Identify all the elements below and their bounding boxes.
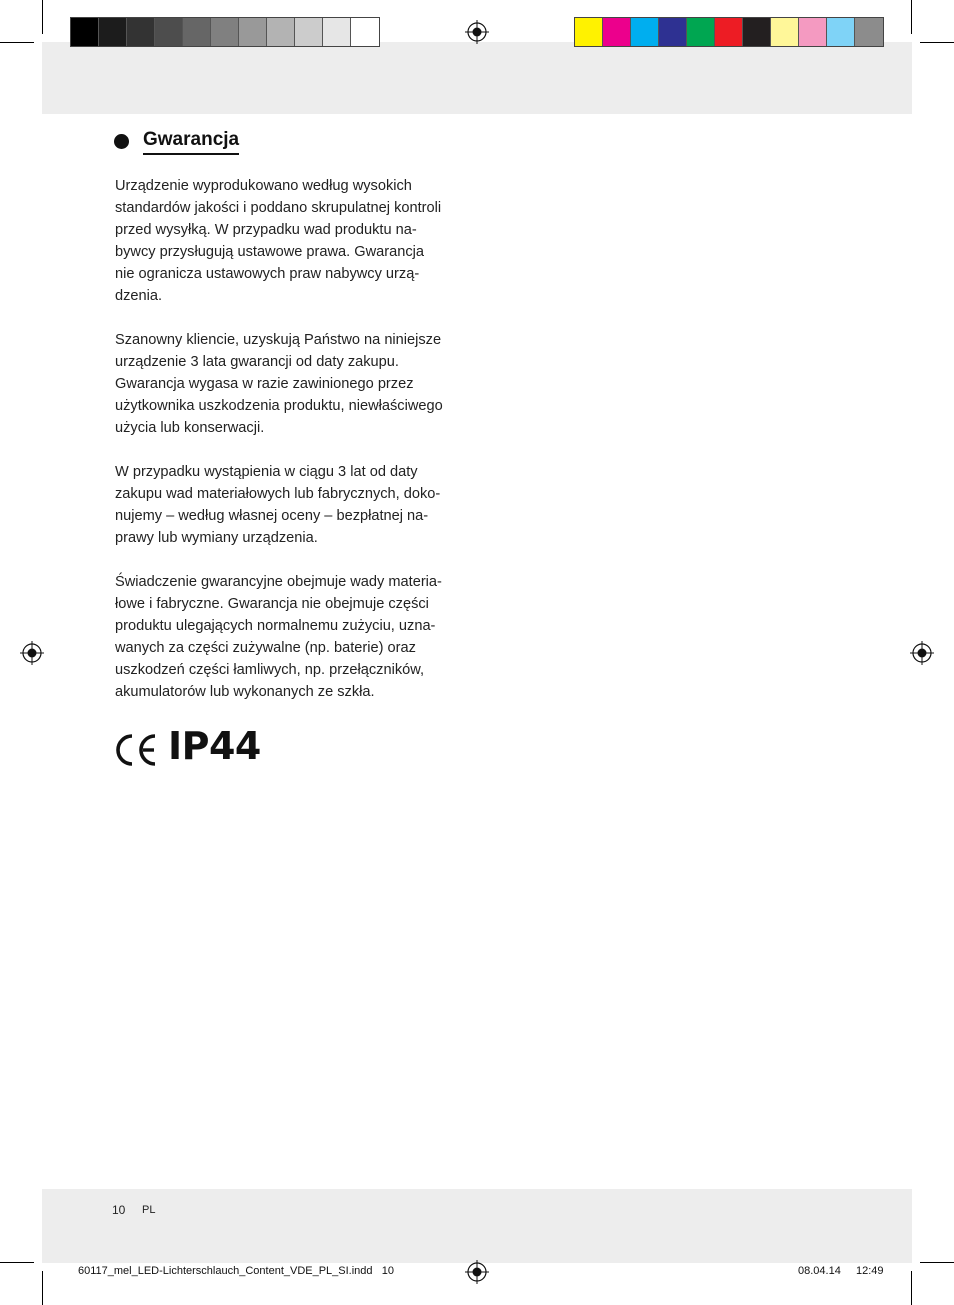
text-line: Świadczenie gwarancyjne obejmuje wady materia- [115, 574, 442, 590]
text-line: produktu ulegających normalnemu zużyciu, uzna- [115, 618, 436, 634]
process-color-swatch [715, 18, 743, 46]
crop-mark-top-left-v [42, 0, 43, 34]
gray-swatch [267, 18, 295, 46]
slug-time: 12:49 [856, 1265, 884, 1277]
slug-date: 08.04.14 [798, 1265, 841, 1277]
paragraph [115, 461, 467, 549]
process-color-swatch [855, 18, 883, 46]
gray-swatch [127, 18, 155, 46]
crop-mark-top-right-v [911, 0, 912, 34]
text-line: nujemy – według własnej oceny – bezpłatnej na- [115, 508, 429, 524]
page-number: 10 [112, 1203, 126, 1217]
text-line: prawy lub wymiany urządzenia. [115, 530, 318, 546]
gray-swatch [99, 18, 127, 46]
process-color-swatch [603, 18, 631, 46]
crop-mark-bottom-left-h [0, 1262, 34, 1263]
registration-mark-top [465, 20, 489, 44]
section-heading [114, 128, 239, 155]
text-line: dzenia. [115, 288, 163, 304]
gray-swatch [71, 18, 99, 46]
process-color-swatch [743, 18, 771, 46]
crop-mark-bottom-left-v [42, 1271, 43, 1305]
registration-mark-left [20, 641, 44, 665]
slug-filename: 60117_mel_LED-Lichterschlauch_Content_VDE_PL_SI.indd 10 [78, 1265, 394, 1277]
text-line: uszkodzeń części łamliwych, np. przełączników, [115, 662, 425, 678]
text-line: urządzenie 3 lata gwarancji od daty zakupu. [115, 354, 399, 370]
gray-swatch [295, 18, 323, 46]
text-line: Gwarancja wygasa w razie zawinionego przez [115, 376, 414, 392]
text-line: Urządzenie wyprodukowano według wysokich [115, 178, 412, 194]
header-band [42, 42, 912, 114]
text-line: zakupu wad materiałowych lub fabrycznych, doko- [115, 486, 441, 502]
text-line: nie ogranicza ustawowych praw nabywcy urzą- [115, 266, 420, 282]
paragraph [115, 175, 467, 307]
process-color-swatch [799, 18, 827, 46]
gray-swatch [183, 18, 211, 46]
text-line: bywcy przysługują ustawowe prawa. Gwarancja [115, 244, 425, 260]
text-line: użycia lub konserwacji. [115, 420, 265, 436]
text-line: przed wysyłką. W przypadku wad produktu na- [115, 222, 417, 238]
process-color-swatch [659, 18, 687, 46]
process-color-swatch [827, 18, 855, 46]
process-color-swatch [771, 18, 799, 46]
text-line: akumulatorów lub wykonanych ze szkła. [115, 684, 375, 700]
text-line: Szanowny kliencie, uzyskują Państwo na niniejsze [115, 332, 442, 348]
crop-mark-top-left-h [0, 42, 34, 43]
text-line: wanych za części zużywalne (np. baterie) oraz [115, 640, 416, 656]
registration-mark-right [910, 641, 934, 665]
gray-swatch [211, 18, 239, 46]
crop-mark-bottom-right-v [911, 1271, 912, 1305]
text-line: W przypadku wystąpienia w ciągu 3 lat od daty [115, 464, 418, 480]
process-color-swatch [687, 18, 715, 46]
ip-rating: IP44 [168, 724, 261, 768]
registration-mark-bottom [465, 1260, 489, 1284]
ce-mark-icon [113, 732, 159, 768]
crop-mark-bottom-right-h [920, 1262, 954, 1263]
warranty-text [115, 175, 467, 725]
process-color-bar [574, 17, 884, 47]
bullet-icon [114, 134, 129, 149]
page-language: PL [142, 1204, 156, 1216]
text-line: użytkownika uszkodzenia produktu, niewłaściwego [115, 398, 443, 414]
footer-band [42, 1189, 912, 1263]
gray-swatch [239, 18, 267, 46]
process-color-swatch [631, 18, 659, 46]
gray-swatch [351, 18, 379, 46]
grayscale-color-bar [70, 17, 380, 47]
paragraph [115, 571, 467, 703]
section-title: Gwarancja [143, 128, 239, 155]
crop-mark-top-right-h [920, 42, 954, 43]
gray-swatch [323, 18, 351, 46]
gray-swatch [155, 18, 183, 46]
text-line: łowe i fabryczne. Gwarancja nie obejmuje części [115, 596, 429, 612]
paragraph [115, 329, 467, 439]
process-color-swatch [575, 18, 603, 46]
text-line: standardów jakości i poddano skrupulatnej kontroli [115, 200, 442, 216]
